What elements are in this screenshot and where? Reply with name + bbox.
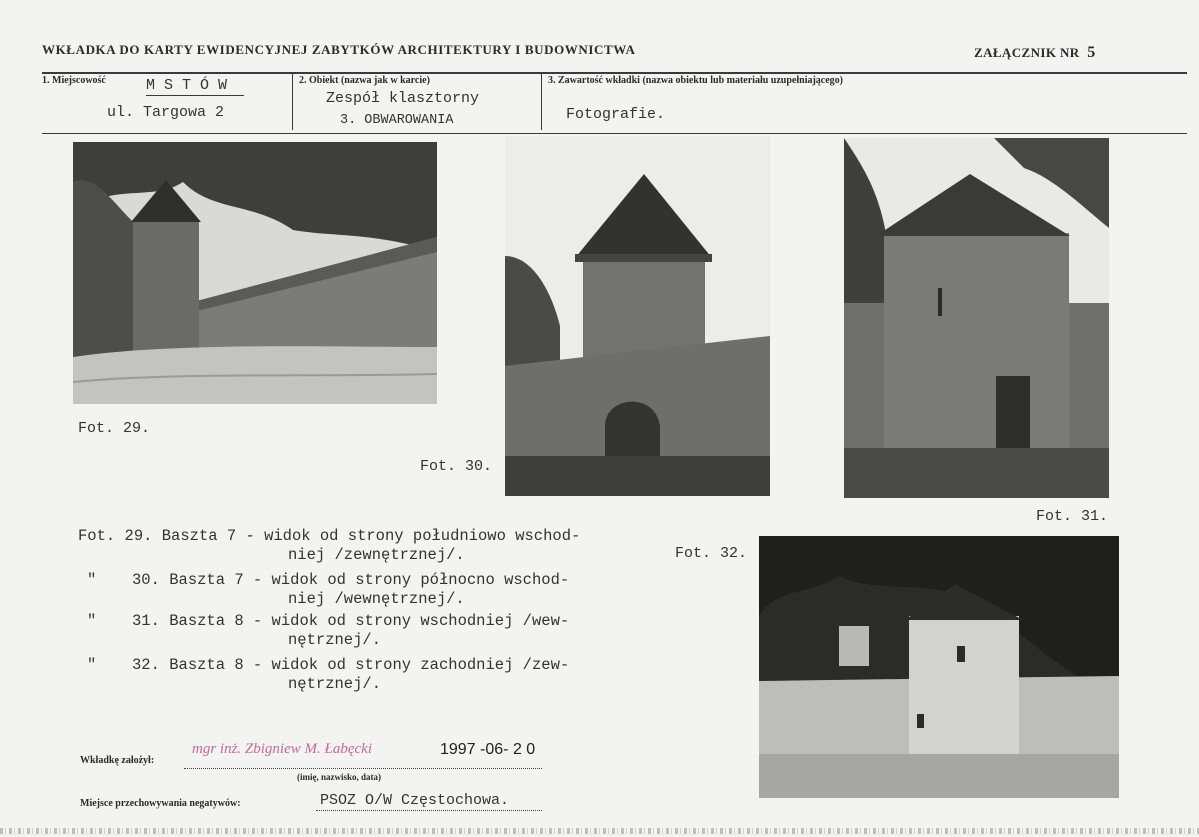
caption-line-1: Baszta 7 - widok od strony północno wschod-	[169, 571, 570, 589]
photo-31	[844, 138, 1109, 498]
locality-label: 1. Miejscowość	[42, 75, 106, 86]
annex-label-text: ZAŁĄCZNIK NR	[974, 45, 1080, 60]
storage-label: Miejsce przechowywania negatywów:	[80, 798, 241, 809]
caption-31-cont: nętrznej/.	[288, 631, 382, 649]
locality-underline	[146, 95, 244, 96]
caption-30	[132, 571, 569, 590]
object-value-2: 3. OBWAROWANIA	[340, 113, 454, 128]
photo-29-label: Fot. 29.	[78, 420, 151, 437]
photo-31-image	[844, 138, 1109, 498]
object-value-1: Zespół klasztorny	[326, 90, 480, 107]
caption-prefix: Fot.	[78, 527, 116, 545]
storage-value: PSOZ O/W Częstochowa.	[320, 792, 510, 809]
photo-30	[505, 136, 770, 496]
caption-line-1: Baszta 8 - widok od strony wschodniej /wew-	[169, 612, 570, 630]
author-label: Wkładkę założył:	[80, 755, 155, 766]
caption-32-cont: nętrznej/.	[288, 675, 382, 693]
annex-label	[974, 44, 1096, 62]
caption-31	[132, 612, 569, 631]
caption-31-prefix: "	[87, 612, 97, 630]
caption-30-cont: niej /wewnętrznej/.	[288, 590, 465, 608]
storage-line	[316, 810, 542, 811]
caption-number: 31.	[132, 612, 160, 630]
caption-32	[132, 656, 569, 675]
caption-30-prefix: "	[87, 571, 97, 589]
caption-29	[78, 527, 580, 546]
photo-29-image	[73, 142, 437, 404]
field-divider-1	[292, 74, 293, 130]
object-label: 2. Obiekt (nazwa jak w karcie)	[299, 75, 430, 86]
field-divider-2	[541, 74, 542, 130]
caption-line-1: Baszta 8 - widok od strony zachodniej /zew-	[169, 656, 570, 674]
photo-30-label: Fot. 30.	[420, 458, 493, 475]
caption-number: 32.	[132, 656, 160, 674]
photo-31-label: Fot. 31.	[1036, 508, 1109, 525]
caption-line-1: Baszta 7 - widok od strony południowo wschod-	[161, 527, 581, 545]
locality-value: M S T Ó W	[146, 77, 228, 94]
content-value: Fotografie.	[566, 106, 666, 123]
street-value: ul. Targowa 2	[107, 104, 225, 121]
caption-32-prefix: "	[87, 656, 97, 674]
photo-32-image	[759, 536, 1119, 798]
header-top-rule	[42, 72, 1187, 74]
photo-32-label: Fot. 32.	[675, 545, 748, 562]
caption-29-cont: niej /zewnętrznej/.	[288, 546, 465, 564]
photo-32	[759, 536, 1119, 798]
header-bottom-rule	[42, 133, 1187, 134]
author-signature-stamp: mgr inż. Zbigniew M. Łabęcki	[192, 741, 372, 757]
photo-30-image	[505, 136, 770, 496]
caption-number: 29.	[124, 527, 153, 545]
scan-edge-strip	[0, 828, 1199, 834]
annex-number: 5	[1087, 44, 1096, 61]
author-line	[184, 768, 542, 769]
author-date: 1997 -06- 2 0	[440, 741, 536, 758]
caption-number: 30.	[132, 571, 160, 589]
author-hint: (imię, nazwisko, data)	[297, 772, 381, 782]
document-title: WKŁADKA DO KARTY EWIDENCYJNEJ ZABYTKÓW ARCHITEKTURY I BUDOWNICTWA	[42, 42, 636, 57]
content-label: 3. Zawartość wkładki (nazwa obiektu lub materiału uzupełniającego)	[548, 75, 844, 86]
photo-29	[73, 142, 437, 404]
